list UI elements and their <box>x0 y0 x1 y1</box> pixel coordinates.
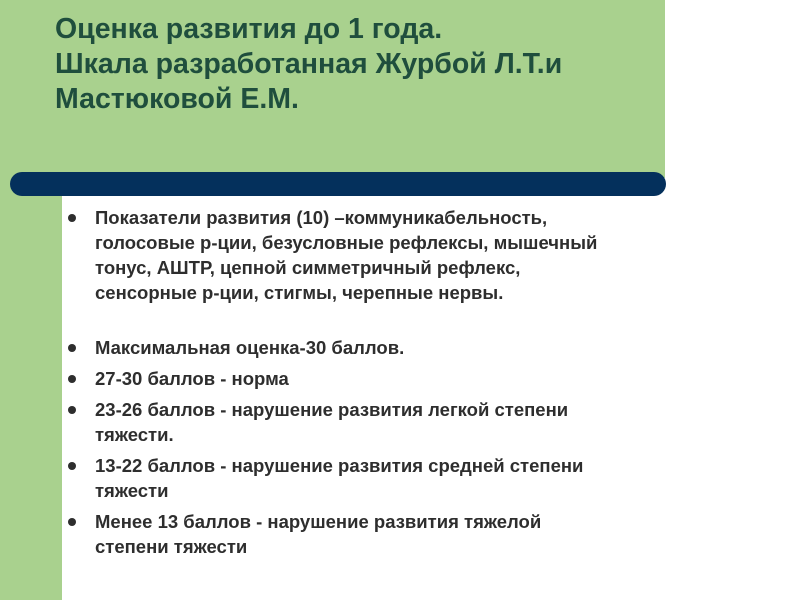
list-item-line: тяжести. <box>95 424 174 445</box>
list-item-line: степени тяжести <box>95 536 248 557</box>
list-item-max-score <box>62 335 798 360</box>
title-line-3: Мастюковой Е.М. <box>55 83 299 115</box>
list-item-line: 27-30 баллов - норма <box>95 368 289 389</box>
list-item-norm <box>62 366 798 391</box>
navy-divider-bar <box>10 172 666 196</box>
list-item-line: сенсорные р-ции, стигмы, черепные нервы. <box>95 282 504 303</box>
title-line-1: Оценка развития до 1 года. <box>55 13 443 45</box>
list-item-indicators <box>62 205 798 305</box>
list-item-moderate <box>62 453 798 503</box>
list-item-line: Показатели развития (10) –коммуникабельность, <box>95 207 548 228</box>
content-area <box>62 205 798 600</box>
bullet-dot-icon <box>68 406 76 414</box>
list-item-severe <box>62 509 798 559</box>
list-item-line: тонус, АШТР, цепной симметричный рефлекс, <box>95 257 521 278</box>
bullet-dot-icon <box>68 375 76 383</box>
bullet-dot-icon <box>68 344 76 352</box>
list-item-line: Максимальная оценка-30 баллов. <box>95 337 405 358</box>
list-item-line: Менее 13 баллов - нарушение развития тяжелой <box>95 511 542 532</box>
list-item-line: 13-22 баллов - нарушение развития средней степени <box>95 455 584 476</box>
list-item-mild <box>62 397 798 447</box>
bullet-dot-icon <box>68 518 76 526</box>
bullet-dot-icon <box>68 214 76 222</box>
bullet-dot-icon <box>68 462 76 470</box>
bullet-list <box>62 205 798 565</box>
list-item-line: 23-26 баллов - нарушение развития легкой степени <box>95 399 569 420</box>
list-item-line: тяжести <box>95 480 169 501</box>
list-item-line: голосовые р-ции, безусловные рефлексы, мышечный <box>95 232 598 253</box>
title-line-2: Шкала разработанная Журбой Л.Т.и <box>55 48 563 80</box>
slide-title <box>55 12 755 117</box>
